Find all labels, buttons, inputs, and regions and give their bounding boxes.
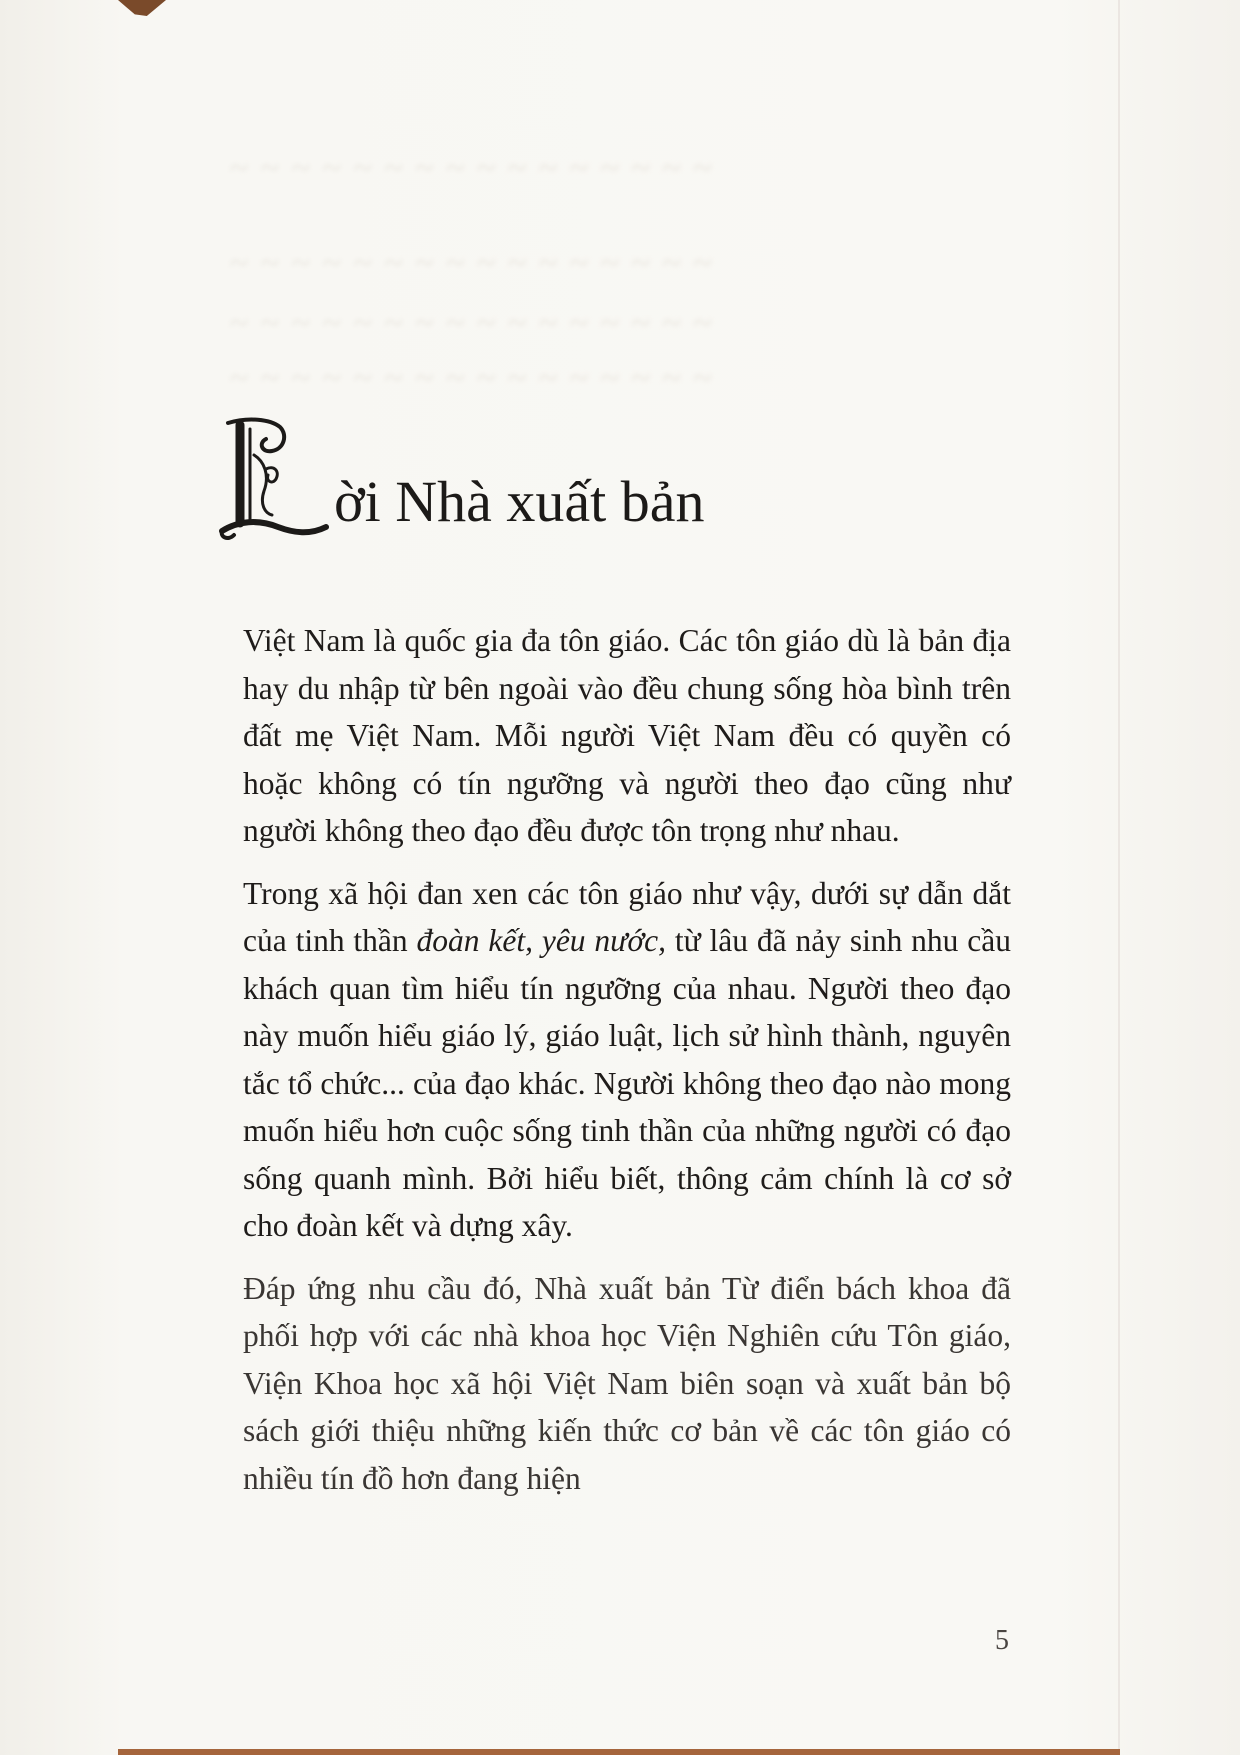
paragraph-2-text-b: từ lâu đã nảy sinh nhu cầu khách quan tìm hiểu tín ngưỡng của nhau. Người theo đạo này muốn hiểu giáo lý, giáo luật, lịch sử hình thành, nguyên tắc tổ chức... của đạo khác. Người không theo đạo nào mong muốn hiểu hơn cuộc sống tinh thần của những người có đạo sống quanh mình. Bởi hiểu biết, thông cảm chính là cơ sở cho đoàn kết và dựng xây. bbox=[243, 923, 1012, 1243]
page-corner-mark bbox=[118, 0, 166, 16]
show-through-text: ~ ~ ~ ~ ~ ~ ~ ~ ~ ~ ~ ~ ~ ~ ~ ~ bbox=[230, 305, 714, 342]
chapter-heading bbox=[218, 415, 705, 545]
paragraph-1: Việt Nam là quốc gia đa tôn giáo. Các tôn giáo dù là bản địa hay du nhập từ bên ngoài vào đều chung sống hòa bình trên đất mẹ Việt Nam. Mỗi người Việt Nam đều có quyền có hoặc không có tín ngưỡng và người theo đạo cũng như người không theo đạo đều được tôn trọng như nhau. bbox=[243, 623, 1011, 848]
paragraph-2-text-a: Trong xã hội đan xen các tôn giáo như vậy, dưới sự dẫn dắt của tinh thần bbox=[243, 875, 1011, 958]
svg-text:L: L bbox=[218, 415, 219, 416]
page-right-edge bbox=[1118, 0, 1120, 1755]
paragraph-2 bbox=[243, 870, 1011, 1250]
show-through-text: ~ ~ ~ ~ ~ ~ ~ ~ ~ ~ ~ ~ ~ ~ ~ ~ bbox=[230, 360, 714, 397]
paragraph-3: Đáp ứng nhu cầu đó, Nhà xuất bản Từ điển bách khoa đã phối hợp với các nhà khoa học Viện Nghiên cứu Tôn giáo, Viện Khoa học xã hội Việt Nam biên soạn và xuất bản bộ sách giới thiệu những kiến thức cơ bản về các tôn giáo có nhiều tín đồ hơn đang hiện bbox=[243, 1270, 1011, 1496]
show-through-text: ~ ~ ~ ~ ~ ~ ~ ~ ~ ~ ~ ~ ~ ~ ~ ~ bbox=[230, 150, 714, 187]
decorative-dropcap-l bbox=[218, 415, 330, 545]
heading-text: ời Nhà xuất bản bbox=[334, 469, 705, 534]
show-through-text: ~ ~ ~ ~ ~ ~ ~ ~ ~ ~ ~ ~ ~ ~ ~ ~ bbox=[230, 245, 714, 282]
page-number: 5 bbox=[995, 1625, 1009, 1656]
body-text bbox=[243, 617, 1011, 1517]
page-bottom-edge bbox=[118, 1749, 1120, 1755]
paragraph-2-emphasis: đoàn kết, yêu nước, bbox=[416, 923, 667, 958]
